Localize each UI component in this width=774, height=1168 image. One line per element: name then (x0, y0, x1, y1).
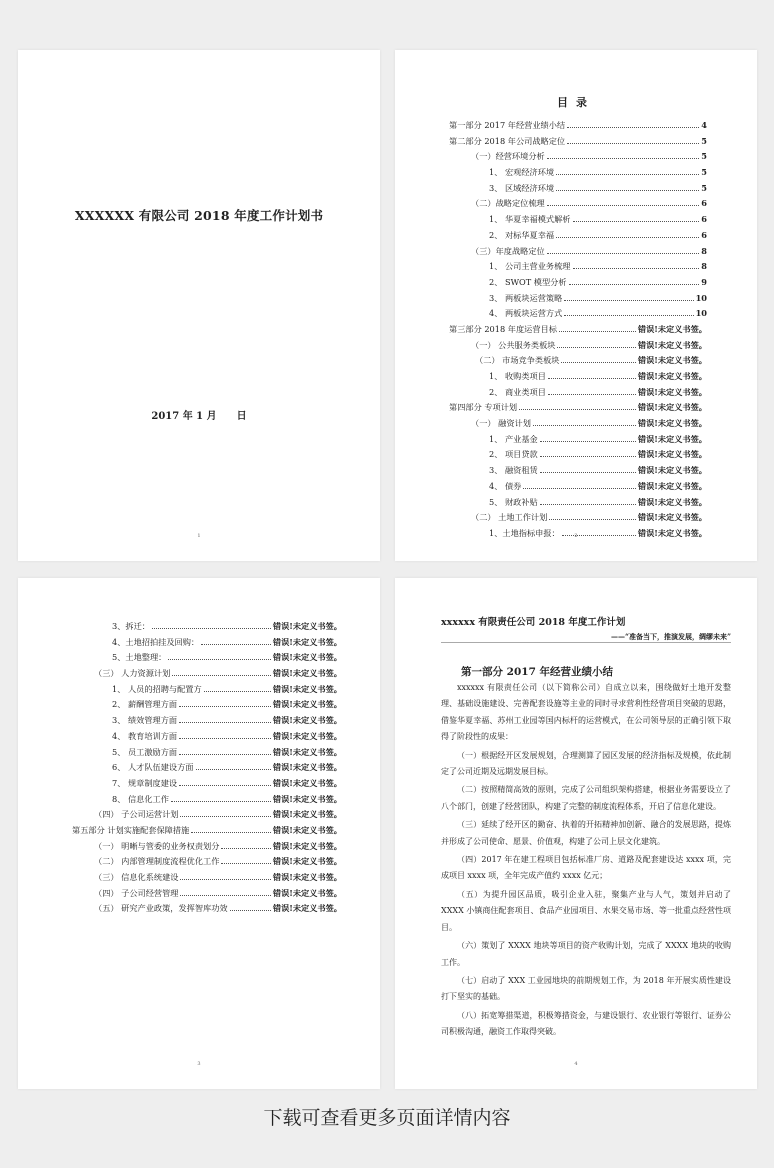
toc-entry[interactable] (449, 183, 707, 199)
toc-entry-page: 错误!未定义书签。 (272, 699, 342, 710)
toc-entry-page: 错误!未定义书签。 (637, 371, 707, 381)
toc-entry-label: 第一部分 2017 年经营业绩小结 (449, 120, 566, 130)
toc-entry-page: 5 (701, 135, 707, 146)
toc-entry-page: 错误!未定义书签。 (272, 777, 342, 788)
toc-leader-dots (204, 691, 271, 692)
toc-entry-label: 第三部分 2018 年度运营目标 (449, 323, 557, 334)
toc-entry-label: （二） 市场竞争类板块 (475, 355, 560, 366)
toc-entry-label: 7、 规章制度建设 (112, 777, 178, 788)
toc-leader-dots (573, 221, 700, 222)
toc-entry[interactable] (449, 512, 707, 528)
page-number: 1 (197, 533, 201, 539)
toc-leader-dots (179, 785, 271, 786)
toc-leader-dots (221, 848, 270, 849)
toc-leader-dots (559, 331, 636, 332)
toc-entry-label: 5、 员工激励方面 (112, 746, 178, 757)
toc-entry-label: 3、 绩效管理方面 (112, 715, 178, 726)
toc-entry-label: （一） 公共服务类板块 (471, 339, 556, 350)
toc-entry-page: 错误!未定义书签。 (272, 636, 342, 647)
toc-entry[interactable] (72, 856, 342, 872)
toc-leader-dots (221, 863, 270, 864)
toc-leader-dots (179, 706, 271, 707)
toc-entry-label: 3、 融资租赁 (489, 465, 538, 476)
toc-entry[interactable] (449, 277, 707, 293)
toc-entry-label: 2、 商业类项目 (489, 386, 546, 397)
toc-leader-dots (168, 659, 271, 660)
toc-entry[interactable] (72, 841, 342, 857)
toc-entry[interactable] (72, 794, 342, 810)
toc-entry-page: 6 (701, 229, 707, 240)
toc-entry[interactable] (449, 402, 707, 418)
toc-leader-dots (561, 362, 635, 363)
toc-entry[interactable] (72, 715, 342, 731)
toc-entry-page: 错误!未定义书签。 (272, 824, 342, 835)
toc-entry[interactable] (449, 214, 707, 230)
toc-entry-page: 8 (701, 245, 707, 256)
toc-leader-dots (556, 174, 699, 175)
toc-entry[interactable] (449, 293, 707, 309)
toc-entry[interactable] (72, 699, 342, 715)
toc-entry-page: 错误!未定义书签。 (272, 809, 342, 820)
toc-entry-page: 错误!未定义书签。 (272, 730, 342, 741)
toc-entry-label: 1、 宏观经济环境 (489, 167, 555, 178)
toc-entry-label: 1、 产业基金 (489, 433, 538, 444)
toc-entry-label: （二）战略定位梳理 (471, 198, 545, 209)
toc-entry[interactable] (72, 825, 342, 841)
toc-entry-label: 5、 财政补贴 (489, 496, 538, 507)
page-toc-continued (18, 578, 380, 1089)
toc-entry-label: 1、 收购类项目 (489, 371, 546, 381)
toc-entry[interactable] (72, 637, 342, 653)
document-motto: ——“准备当下，推演发展，绸缪未来” (610, 632, 731, 641)
toc-entry-page: 4 (701, 120, 707, 130)
toc-entry-label: 3、 区域经济环境 (489, 182, 555, 193)
toc-leader-dots (556, 237, 699, 238)
toc-entry-page: 错误!未定义书签。 (637, 496, 707, 507)
toc-entry[interactable] (72, 621, 342, 637)
toc-leader-dots (547, 253, 700, 254)
toc-entry-label: （四） 子公司经营管理 (94, 887, 179, 898)
toc-entry-label: （二） 土地工作计划 (471, 512, 548, 523)
toc-entry-page: 8 (701, 261, 707, 272)
toc-entry[interactable] (449, 465, 707, 481)
download-more-link[interactable]: 下载可查看更多页面详情内容 (263, 1107, 511, 1129)
toc-entry[interactable] (449, 355, 707, 371)
toc-leader-dots (564, 315, 693, 316)
toc-leader-dots (540, 456, 636, 457)
toc-entry[interactable] (72, 888, 342, 904)
toc-entry-page: 错误!未定义书签。 (272, 621, 342, 631)
toc-entry[interactable] (72, 731, 342, 747)
toc-leader-dots (180, 895, 270, 896)
toc-entry[interactable] (449, 371, 707, 387)
toc-entry[interactable] (449, 449, 707, 465)
toc-entry[interactable] (72, 668, 342, 684)
toc-entry-page: 错误!未定义书签。 (272, 762, 342, 773)
toc-leader-dots (540, 472, 636, 473)
section-title: 第一部分 2017 年经营业绩小结 (461, 666, 614, 678)
toc-leader-dots (179, 754, 271, 755)
toc-entry-page: 错误!未定义书签。 (272, 856, 342, 867)
toc-entry-page: 错误!未定义书签。 (272, 683, 342, 694)
toc-leader-dots (171, 801, 271, 802)
toc-entry-label: 第四部分 专项计划 (449, 402, 518, 413)
toc-entry[interactable] (449, 136, 707, 152)
document-header: xxxxxx 有限责任公司 2018 年度工作计划 (441, 617, 626, 628)
toc-entry-label: 2、 对标华夏幸福 (489, 229, 555, 240)
toc-entry-label: 2、 项目贷款 (489, 449, 538, 460)
toc-entry-page: 错误!未定义书签。 (637, 465, 707, 476)
toc-entry[interactable] (449, 246, 707, 262)
toc-entry-label: 1、 华夏幸福模式解析 (489, 214, 571, 225)
toc-entry-page: 5 (701, 167, 707, 178)
toc-leader-dots (548, 378, 636, 379)
toc-entry[interactable] (449, 120, 707, 136)
toc-leader-dots (179, 738, 271, 739)
toc-entry-label: 6、 人才队伍建设方面 (112, 762, 194, 773)
toc-entry-page: 错误!未定义书签。 (637, 449, 707, 460)
toc-leader-dots (180, 816, 270, 817)
toc-leader-dots (557, 347, 635, 348)
toc-entry-label: （三） 信息化系统建设 (94, 872, 179, 882)
toc-entry[interactable] (72, 903, 342, 919)
body-paragraph: （三）延续了经开区的勤奋、执着的开拓精神加创新、融合的发展思路，提炼并形成了公司使命、愿景、价值观，构建了公司上层文化建筑。 (441, 820, 731, 846)
page-number: 2 (574, 533, 578, 539)
toc-entry-label: 第五部分 计划实施配套保障措施 (72, 824, 190, 835)
toc-leader-dots (196, 769, 271, 770)
toc-entry[interactable] (449, 198, 707, 214)
toc-entry-label: 4、土地招拍挂及回购： (112, 636, 200, 647)
cover-date: 2017 年 1 月 日 (151, 411, 247, 422)
toc-leader-dots (549, 519, 636, 520)
page-body (395, 578, 757, 1089)
toc-entry-label: （一） 明晰与管委的业务权责划分 (94, 840, 220, 851)
toc-leader-dots (567, 143, 699, 144)
toc-leader-dots (556, 190, 699, 191)
toc-leader-dots (152, 628, 271, 629)
toc-leader-dots (191, 832, 271, 833)
toc-entry-page: 6 (701, 214, 707, 225)
toc-entry-page: 错误!未定义书签。 (272, 887, 342, 898)
toc-entry-page: 错误!未定义书签。 (272, 903, 342, 914)
toc-list (72, 621, 342, 919)
toc-entry[interactable] (72, 809, 342, 825)
body-text (441, 680, 731, 1043)
toc-entry-page: 错误!未定义书签。 (272, 652, 342, 663)
toc-entry-page: 错误!未定义书签。 (637, 355, 707, 366)
header-rule (441, 642, 731, 643)
toc-leader-dots (230, 910, 271, 911)
toc-entry-label: 1、土地指标申报： (489, 527, 560, 538)
toc-entry-page: 错误!未定义书签。 (637, 512, 707, 523)
toc-entry[interactable] (72, 762, 342, 778)
toc-entry-page: 5 (701, 182, 707, 193)
toc-entry-page: 错误!未定义书签。 (637, 323, 707, 334)
toc-leader-dots (519, 409, 636, 410)
toc-entry-page: 错误!未定义书签。 (637, 386, 707, 397)
toc-leader-dots (569, 284, 700, 285)
toc-entry-label: 3、拆迁： (112, 621, 150, 631)
toc-entry-label: （一） 融资计划 (471, 418, 531, 429)
toc-entry[interactable] (449, 308, 707, 324)
toc-entry-page: 错误!未定义书签。 (272, 793, 342, 804)
toc-entry[interactable] (449, 151, 707, 167)
toc-entry-page: 错误!未定义书签。 (272, 872, 342, 882)
toc-entry[interactable] (449, 324, 707, 340)
page-toc (395, 50, 757, 561)
toc-entry[interactable] (72, 652, 342, 668)
toc-leader-dots (540, 504, 636, 505)
toc-leader-dots (547, 158, 700, 159)
toc-entry-label: 4、 教育培训方面 (112, 730, 178, 741)
toc-entry-page: 错误!未定义书签。 (637, 433, 707, 444)
page-number: 3 (197, 1061, 201, 1067)
toc-entry-page: 错误!未定义书签。 (272, 668, 342, 679)
toc-entry-label: 1、 人员的招聘与配置方 (112, 683, 202, 694)
page-cover (18, 50, 380, 561)
toc-leader-dots (523, 488, 636, 489)
toc-leader-dots (201, 644, 271, 645)
toc-list (449, 120, 707, 544)
toc-entry-label: 4、 两板块运营方式 (489, 308, 563, 319)
toc-entry[interactable] (449, 434, 707, 450)
toc-entry-page: 错误!未定义书签。 (272, 840, 342, 851)
toc-entry[interactable] (449, 261, 707, 277)
toc-entry-page: 5 (701, 151, 707, 162)
toc-entry-label: 5、土地整理： (112, 652, 167, 663)
toc-leader-dots (172, 675, 271, 676)
toc-leader-dots (547, 205, 700, 206)
toc-leader-dots (567, 127, 699, 128)
toc-leader-dots (180, 879, 270, 880)
cover-title: XXXXXX 有限公司 2018 年度工作计划书 (74, 208, 324, 223)
toc-entry-page: 错误!未定义书签。 (272, 746, 342, 757)
toc-entry-label: （三） 人力资源计划 (94, 668, 171, 679)
body-paragraph: （五）为提升园区品质，吸引企业入驻，聚集产业与人气，策划并启动了 XXXX 小镇商住配套项目、食品产业园项目、水果交易市场、等一批重点经营性项目。 (441, 889, 731, 932)
toc-entry-page: 10 (695, 292, 707, 303)
page-number: 4 (574, 1061, 578, 1067)
toc-entry[interactable] (449, 387, 707, 403)
body-paragraph: （二）按照精简高效的原则，完成了公司组织架构搭建，根据业务需要设立了八个部门，创建了经营团队，构建了完整的制度流程体系，开启了信息化建设。 (441, 785, 731, 811)
body-paragraph: （一）根据经开区发展规划，合理测算了园区发展的经济指标及规模，依此制定了公司近期及远期发展目标。 (441, 750, 731, 777)
toc-entry[interactable] (449, 497, 707, 513)
toc-entry-label: 2、 薪酬管理方面 (112, 699, 178, 710)
toc-entry[interactable] (72, 747, 342, 763)
body-paragraph: （八）拓宽筹措渠道，积极筹措资金，与建设银行、农业银行等银行、证券公司积极沟通，融资工作取得突破。 (441, 1010, 731, 1037)
toc-entry-page: 6 (701, 198, 707, 209)
body-paragraph: （六）策划了 XXXX 地块等项目的资产收购计划，完成了 XXXX 地块的收购工作。 (441, 941, 731, 967)
toc-entry-label: （四） 子公司运营计划 (94, 809, 179, 820)
toc-entry-label: 第二部分 2018 年公司战略定位 (449, 135, 566, 146)
body-paragraph: xxxxxx 有限责任公司（以下简称公司）自成立以来，围绕做好土地开发整理、基础设施建设、完善配套设施等主业的同时寻求营利性经营项目突破的思路，借鉴华夏幸福、苏州工业园等国内标杆的运营模式，在公司领导层的正确引领下取得了阶段性的成果： (441, 683, 731, 742)
toc-entry[interactable] (449, 481, 707, 497)
toc-entry-label: （五） 研究产业政策，发挥智库功效 (94, 903, 228, 914)
toc-entry-label: 8、 信息化工作 (112, 793, 169, 804)
toc-leader-dots (573, 268, 700, 269)
toc-entry[interactable] (72, 684, 342, 700)
toc-leader-dots (533, 425, 636, 426)
toc-entry-page: 错误!未定义书签。 (637, 402, 707, 413)
toc-entry[interactable] (449, 167, 707, 183)
toc-title: 目录 (557, 96, 595, 109)
toc-entry-page: 9 (701, 276, 707, 287)
toc-entry-label: 4、 债券 (489, 480, 522, 491)
toc-entry-page: 错误!未定义书签。 (637, 339, 707, 350)
toc-entry-page: 错误!未定义书签。 (637, 480, 707, 491)
toc-entry[interactable] (72, 778, 342, 794)
toc-entry-page: 10 (695, 308, 707, 319)
toc-entry-page: 错误!未定义书签。 (637, 527, 707, 538)
toc-entry[interactable] (449, 230, 707, 246)
toc-leader-dots (548, 394, 636, 395)
toc-entry-label: （二） 内部管理制度流程优化工作 (94, 856, 220, 867)
toc-entry-label: 2、 SWOT 模型分析 (489, 276, 567, 287)
toc-entry[interactable] (449, 418, 707, 434)
toc-entry-page: 错误!未定义书签。 (272, 715, 342, 726)
toc-entry-label: 3、 两板块运营策略 (489, 292, 563, 303)
toc-entry-label: （一）经营环境分析 (471, 151, 545, 162)
toc-entry[interactable] (449, 340, 707, 356)
body-paragraph: （四）2017 年在建工程项目包括标准厂房、道路及配套建设达 xxxx 项，完成项目 xxxx 项，全年完成产值约 xxxx 亿元； (441, 855, 731, 881)
body-paragraph: （七）启动了 XXX 工业园地块的前期规划工作，为 2018 年开展实质性建设打下坚实的基础。 (441, 975, 731, 1002)
toc-entry-page: 错误!未定义书签。 (637, 418, 707, 429)
toc-leader-dots (179, 722, 271, 723)
toc-entry-label: （三）年度战略定位 (471, 245, 545, 256)
toc-entry-label: 1、 公司主营业务梳理 (489, 261, 571, 272)
toc-entry[interactable] (72, 872, 342, 888)
toc-leader-dots (564, 300, 693, 301)
toc-leader-dots (540, 441, 636, 442)
